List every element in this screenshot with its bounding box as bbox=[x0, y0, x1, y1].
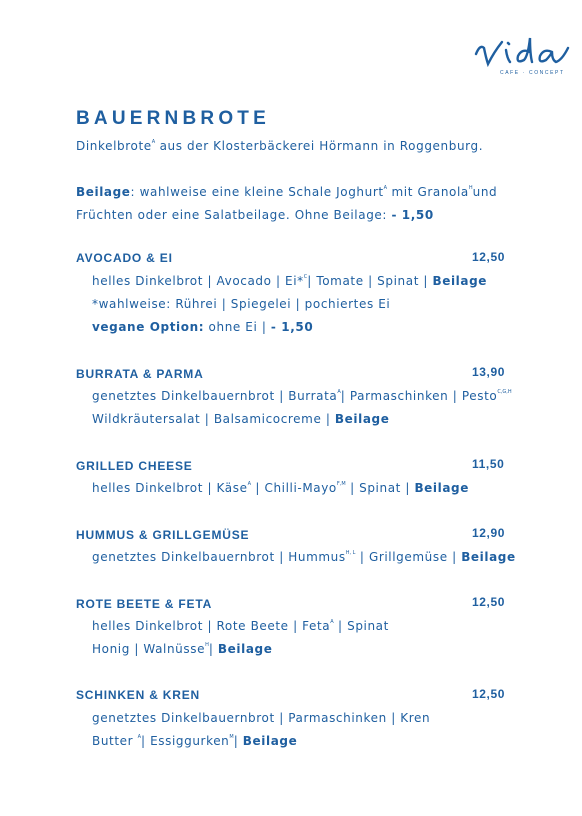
dish-description-line: Butter $^A$| Essiggurken$^M$| Beilage bbox=[92, 734, 298, 748]
logo-tagline: CAFE · CONCEPT bbox=[500, 70, 565, 76]
dish-description-line: helles Dinkelbrot | Avocado | Ei*$^C$| Tomate | Spinat | Beilage bbox=[92, 274, 488, 288]
dish-price: 12,50 bbox=[472, 595, 506, 609]
dish-name: BURRATA & PARMA bbox=[76, 367, 204, 381]
dish-name: GRILLED CHEESE bbox=[76, 459, 193, 473]
dish-description-line: genetztes Dinkelbauernbrot | Parmaschinken | Kren bbox=[92, 711, 431, 725]
dish-description-line: genetztes Dinkelbauernbrot | Hummus$^{H, L}$ | Grillgemüse | Beilage bbox=[92, 550, 516, 564]
dish-description-line: Honig | Walnüsse$^H$| Beilage bbox=[92, 642, 273, 656]
side-note-line-2: Früchten oder eine Salatbeilage. Ohne Beilage: - 1,50 bbox=[76, 208, 434, 222]
dish-name: AVOCADO & EI bbox=[76, 251, 173, 265]
dish-description-line: Wildkräutersalat | Balsamicocreme | Beilage bbox=[92, 412, 390, 426]
side-note-line-1: Beilage: wahlweise eine kleine Schale Joghurt$^A$ mit Granola$^H$und bbox=[76, 185, 498, 199]
dish-price: 11,50 bbox=[472, 457, 505, 471]
dish-description-line: helles Dinkelbrot | Käse$^A$ | Chilli-Mayo$^{F,M}$ | Spinat | Beilage bbox=[92, 481, 469, 495]
dish-price: 12,50 bbox=[472, 250, 506, 264]
dish-description-line: *wahlweise: Rührei | Spiegelei | pochiertes Ei bbox=[92, 297, 391, 311]
dish-name: ROTE BEETE & FETA bbox=[76, 597, 213, 611]
dish-price: 13,90 bbox=[472, 365, 506, 379]
dish-price: 12,90 bbox=[472, 526, 506, 540]
dish-description-line: vegane Option: ohne Ei | - 1,50 bbox=[92, 320, 314, 334]
dish-description-line: genetztes Dinkelbauernbrot | Burrata$^A$| Parmaschinken | Pesto$^{C,G,H}$ bbox=[92, 389, 512, 403]
section-subtitle: Dinkelbrote$^A$ aus der Klosterbäckerei Hörmann in Roggenburg. bbox=[76, 139, 484, 153]
dish-price: 12,50 bbox=[472, 687, 506, 701]
dish-name: HUMMUS & GRILLGEMÜSE bbox=[76, 528, 250, 542]
section-title: BAUERNBROTE bbox=[76, 108, 270, 129]
dish-name: SCHINKEN & KREN bbox=[76, 688, 201, 702]
dish-description-line: helles Dinkelbrot | Rote Beete | Feta$^A$ | Spinat bbox=[92, 619, 389, 633]
